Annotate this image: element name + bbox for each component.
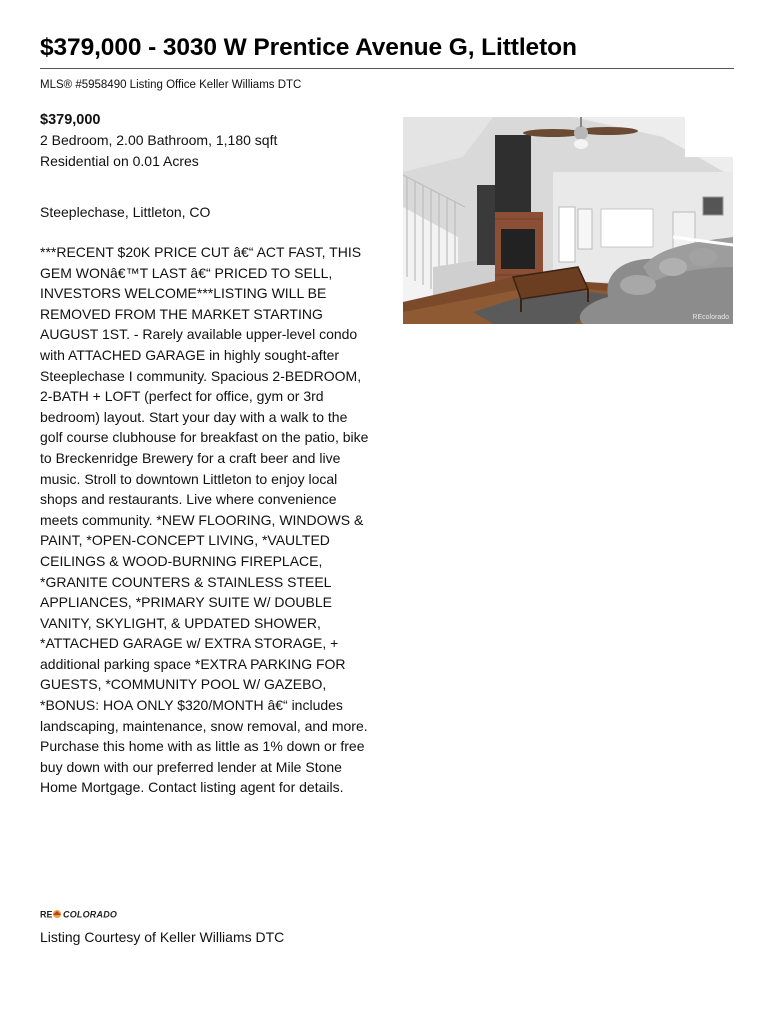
photo-watermark: REcolorado: [692, 314, 729, 321]
mls-line: MLS® #5958490 Listing Office Keller Williams DTC: [40, 79, 302, 91]
living-room-photo: [403, 117, 733, 324]
listing-description: ***RECENT $20K PRICE CUT â€“ ACT FAST, THIS GEM WONâ€™T LAST â€“ PRICED TO SELL, INVESTORS WELCOME***LISTING WILL BE REMOVED FROM THE MARKET STARTING AUGUST 1ST. - Rarely available upper-level condo with ATTACHED GARAGE in highly sought-after Steeplechase I community. Spacious 2-BEDROOM, 2-BATH + LOFT (perfect for office, gym or 3rd bedroom) layout. Start your day with a walk to the golf course clubhouse for breakfast on the patio, bike to Breckenridge Brewery for a craft beer and live music. Stroll to downtown Littleton to enjoy local shops and restaurants. Live where convenience meets community. *NEW FLOORING, WINDOWS & PAINT, *OPEN-CONCEPT LIVING, *VAULTED CEILINGS & WOOD-BURNING FIREPLACE, *GRANITE COUNTERS & STAINLESS STEEL APPLIANCES, *PRIMARY SUITE W/ DOUBLE VANITY, SKYLIGHT, & UPDATED SHOWER, *ATTACHED GARAGE w/ EXTRA STORAGE, + additional parking space *EXTRA PARKING FOR GUESTS, *COMMUNITY POOL W/ GAZEBO, *BONUS: HOA ONLY $320/MONTH â€“ includes landscaping, maintenance, snow removal, and more. Purchase this home with as little as 1% down or free buy down with our preferred lender at Mile Stone Home Mortgage. Contact listing agent for details.: [40, 244, 369, 796]
listing-details: [40, 111, 380, 798]
beds-baths-sqft: 2 Bedroom, 2.00 Bathroom, 1,180 sqft: [40, 132, 278, 148]
photo-illustration: [403, 117, 733, 324]
listing-title: $379,000 - 3030 W Prentice Avenue G, Littleton: [40, 34, 577, 61]
property-type-acres: Residential on 0.01 Acres: [40, 153, 199, 169]
title-divider: [40, 68, 734, 69]
svg-text:RE: RE: [40, 909, 53, 920]
recolorado-logo: [40, 907, 124, 921]
listing-courtesy: Listing Courtesy of Keller Williams DTC: [40, 929, 285, 945]
listing-price: $379,000: [40, 112, 101, 128]
listing-location: Steeplechase, Littleton, CO: [40, 204, 211, 220]
svg-text:COLORADO: COLORADO: [63, 909, 118, 920]
